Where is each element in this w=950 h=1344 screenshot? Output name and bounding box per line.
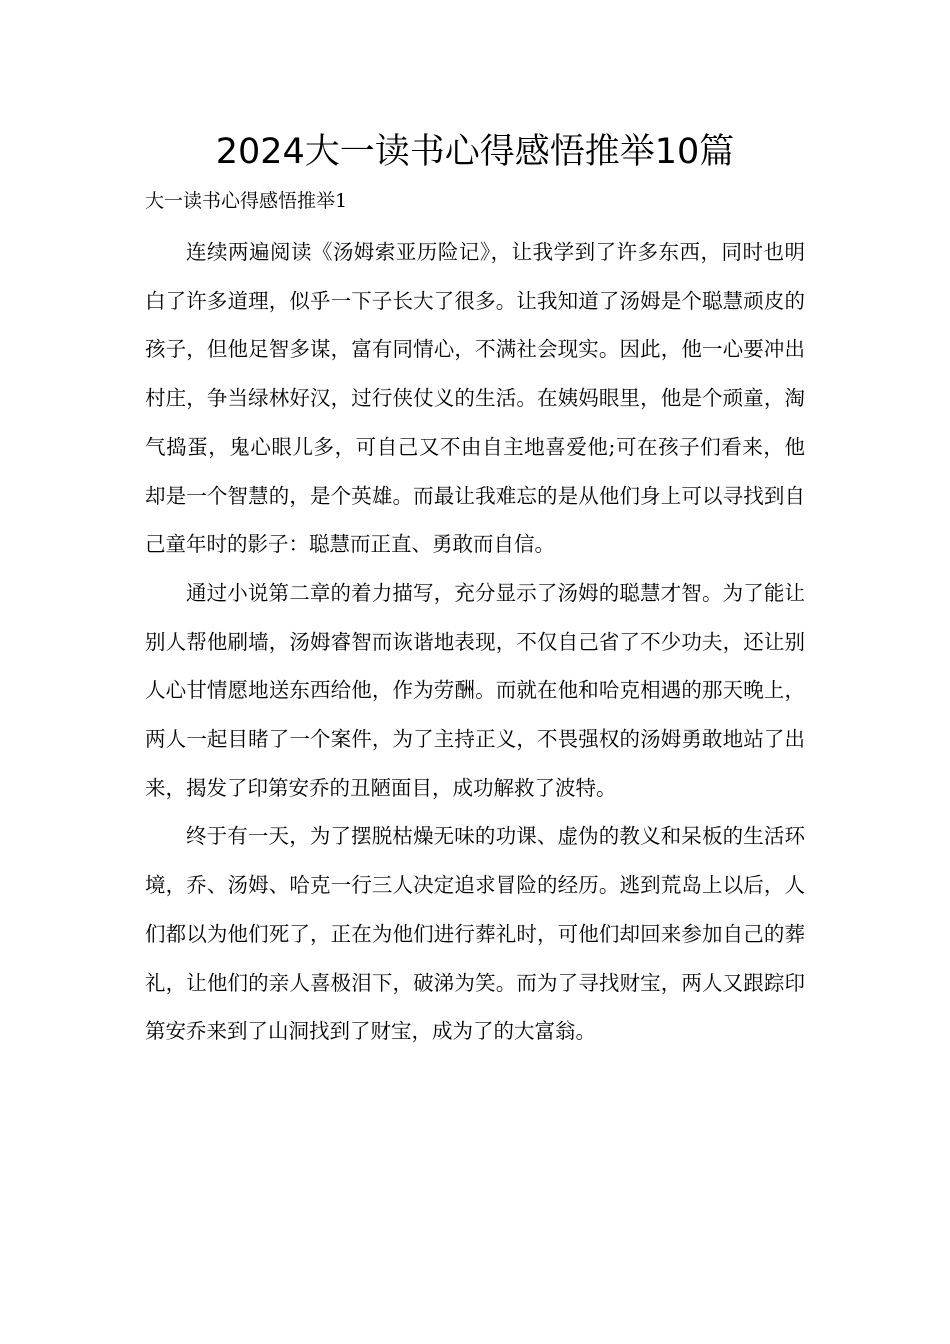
paragraph: 通过小说第二章的着力描写，充分显示了汤姆的聪慧才智。为了能让别人帮他刷墙，汤姆睿智而诙谐地表现，不仅自己省了不少功夫，还让别人心甘情愿地送东西给他，作为劳酬。而就在他和哈克相遇的那天晚上，两人一起目睹了一个案件，为了主持正义，不畏强权的汤姆勇敢地站了出来，揭发了印第安乔的丑陋面目，成功解救了波特。 (145, 580, 805, 800)
section-heading: 大一读书心得感悟推举1 (145, 190, 348, 212)
paragraph: 终于有一天，为了摆脱枯燥无味的功课、虚伪的教义和呆板的生活环境，乔、汤姆、哈克一行三人决定追求冒险的经历。逃到荒岛上以后，人们都以为他们死了，正在为他们进行葬礼时，可他们却回来参加自己的葬礼，让他们的亲人喜极泪下，破涕为笑。而为了寻找财宝，两人又跟踪印第安乔来到了山洞找到了财宝，成为了的大富翁。 (145, 824, 805, 1044)
document-body (145, 228, 805, 1056)
paragraph: 连续两遍阅读《汤姆索亚历险记》，让我学到了许多东西，同时也明白了许多道理，似乎一下子长大了很多。让我知道了汤姆是个聪慧顽皮的孩子，但他足智多谋，富有同情心，不满社会现实。因此，他一心要冲出村庄，争当绿林好汉，过行侠仗义的生活。在姨妈眼里，他是个顽童，淘气捣蛋，鬼心眼儿多，可自己又不由自主地喜爱他;可在孩子们看来，他却是一个智慧的，是个英雄。而最让我难忘的是从他们身上可以寻找到自己童年时的影子：聪慧而正直、勇敢而自信。 (145, 240, 805, 557)
document-title: 2024大一读书心得感悟推举10篇 (215, 132, 735, 172)
